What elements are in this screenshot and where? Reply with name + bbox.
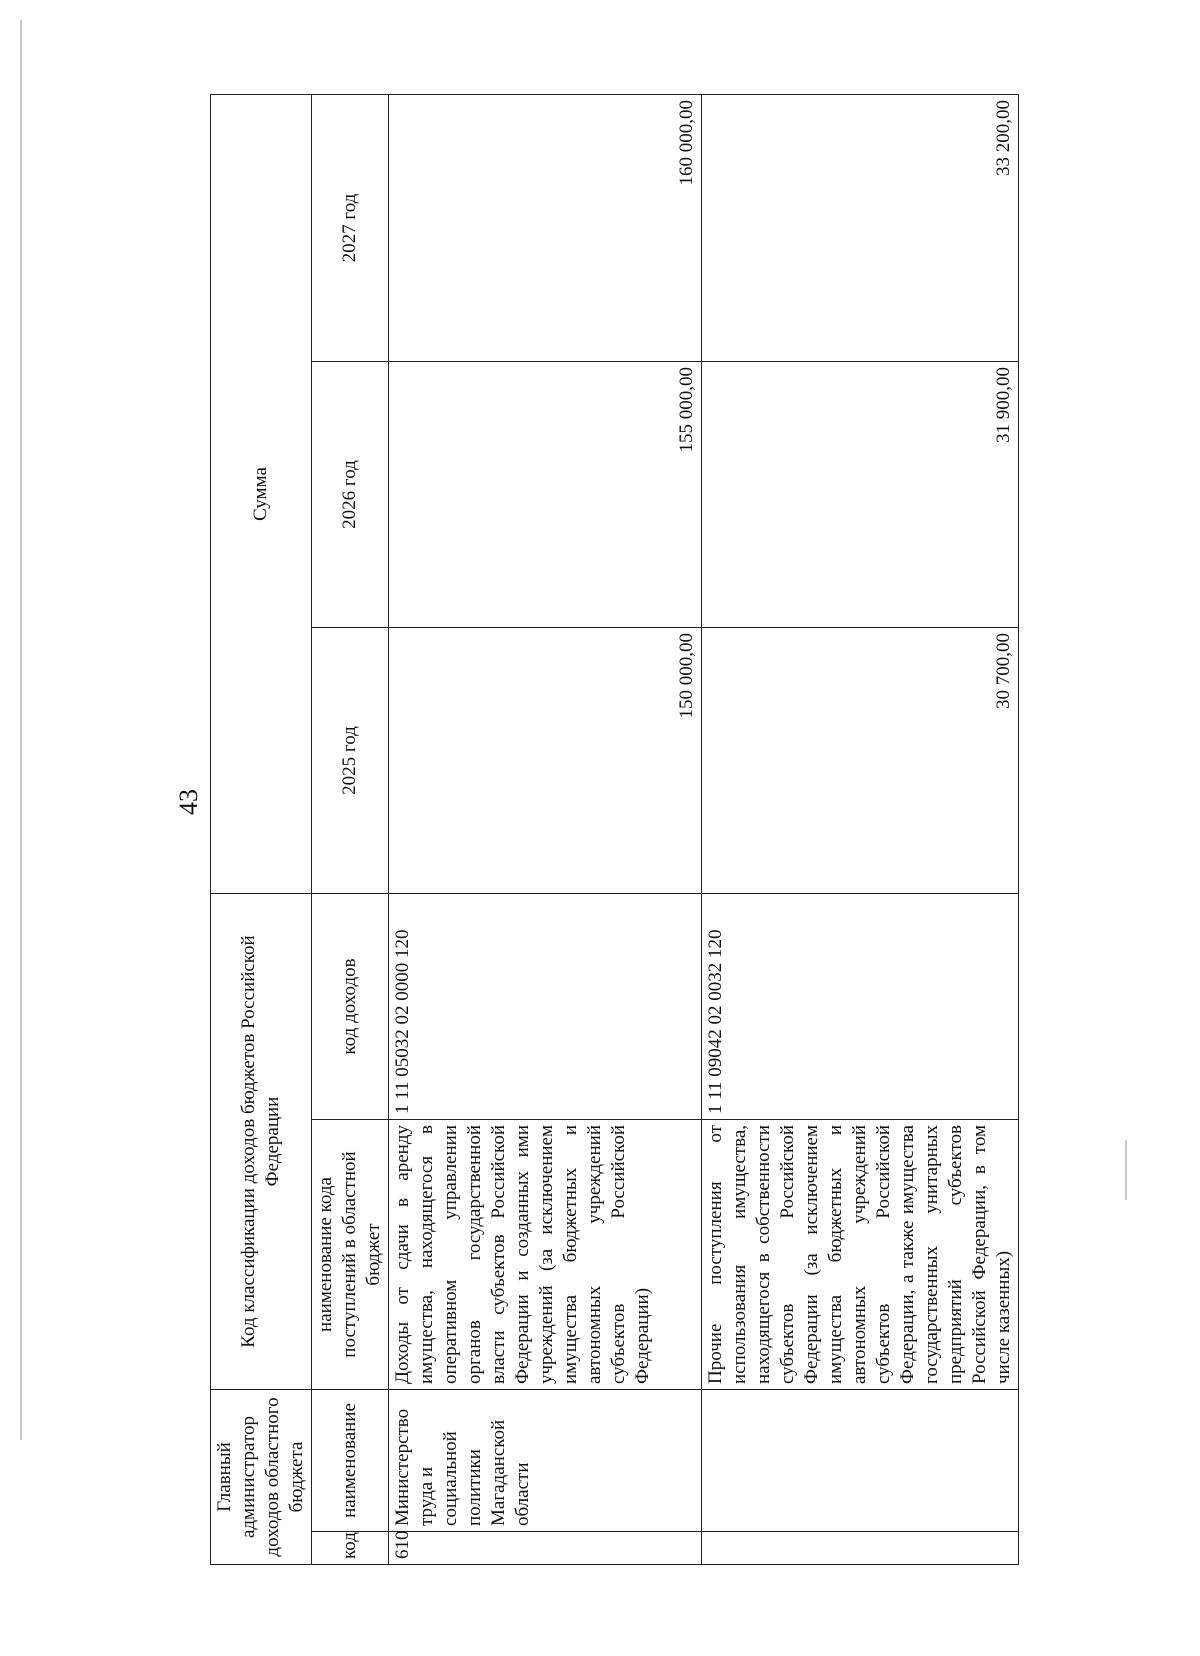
scan-artifact-line: [20, 20, 22, 1440]
revenue-code-cell: 1 11 05032 02 0000 120: [389, 894, 702, 1120]
year-2025-header: 2025 год: [312, 628, 389, 894]
value-2026-cell: 31 900,00: [702, 362, 1019, 628]
admin-code-cell: 610: [389, 1532, 702, 1565]
year-2027-header: 2027 год: [312, 94, 389, 361]
revenue-table: [210, 94, 1019, 1565]
revenue-name-cell: Доходы от сдачи в аренду имущества, находящегося в оперативном управлении органов государственной власти субъектов Российской Федерации и созданных ими учреждений (за исключением имущества бюджетных и автономных учреждений субъектов Российской Федерации): [389, 1120, 702, 1390]
table-row: [702, 94, 1019, 1564]
revenue-code-header: код доходов: [312, 894, 389, 1120]
classification-group-header: Код классификации доходов бюджетов Российской Федерации: [211, 894, 312, 1390]
revenue-name-cell: Прочие поступления от использования имущества, находящегося в собственности субъектов Российской Федерации (за исключением имущества бюджетных и автономных учреждений субъектов Российской Федерации, а также имущества государственных унитарных предприятий субъектов Российской Федерации, в том числе казенных): [702, 1120, 1019, 1390]
admin-code-cell: [702, 1532, 1019, 1565]
table-row: [389, 94, 702, 1564]
admin-name-header: наименование: [312, 1390, 389, 1532]
admin-name-cell: [702, 1390, 1019, 1532]
admin-code-header: код: [312, 1532, 389, 1565]
sum-group-header: Сумма: [211, 94, 312, 893]
value-2025-cell: 30 700,00: [702, 628, 1019, 894]
value-2025-cell: 150 000,00: [389, 628, 702, 894]
admin-group-header: Главный администратор доходов областного бюджета: [211, 1390, 312, 1565]
revenue-code-cell: 1 11 09042 02 0032 120: [702, 894, 1019, 1120]
page-number: 43: [174, 789, 203, 815]
rotated-table-wrapper: [210, 95, 1014, 1565]
value-2027-cell: 160 000,00: [389, 94, 702, 361]
revenue-name-header: наименование кода поступлений в областной бюджет: [312, 1120, 389, 1390]
admin-name-cell: Министерство труда и социальной политики Магаданской области: [389, 1390, 702, 1532]
value-2026-cell: 155 000,00: [389, 362, 702, 628]
value-2027-cell: 33 200,00: [702, 94, 1019, 361]
scan-artifact-line: [1125, 1140, 1127, 1200]
year-2026-header: 2026 год: [312, 362, 389, 628]
